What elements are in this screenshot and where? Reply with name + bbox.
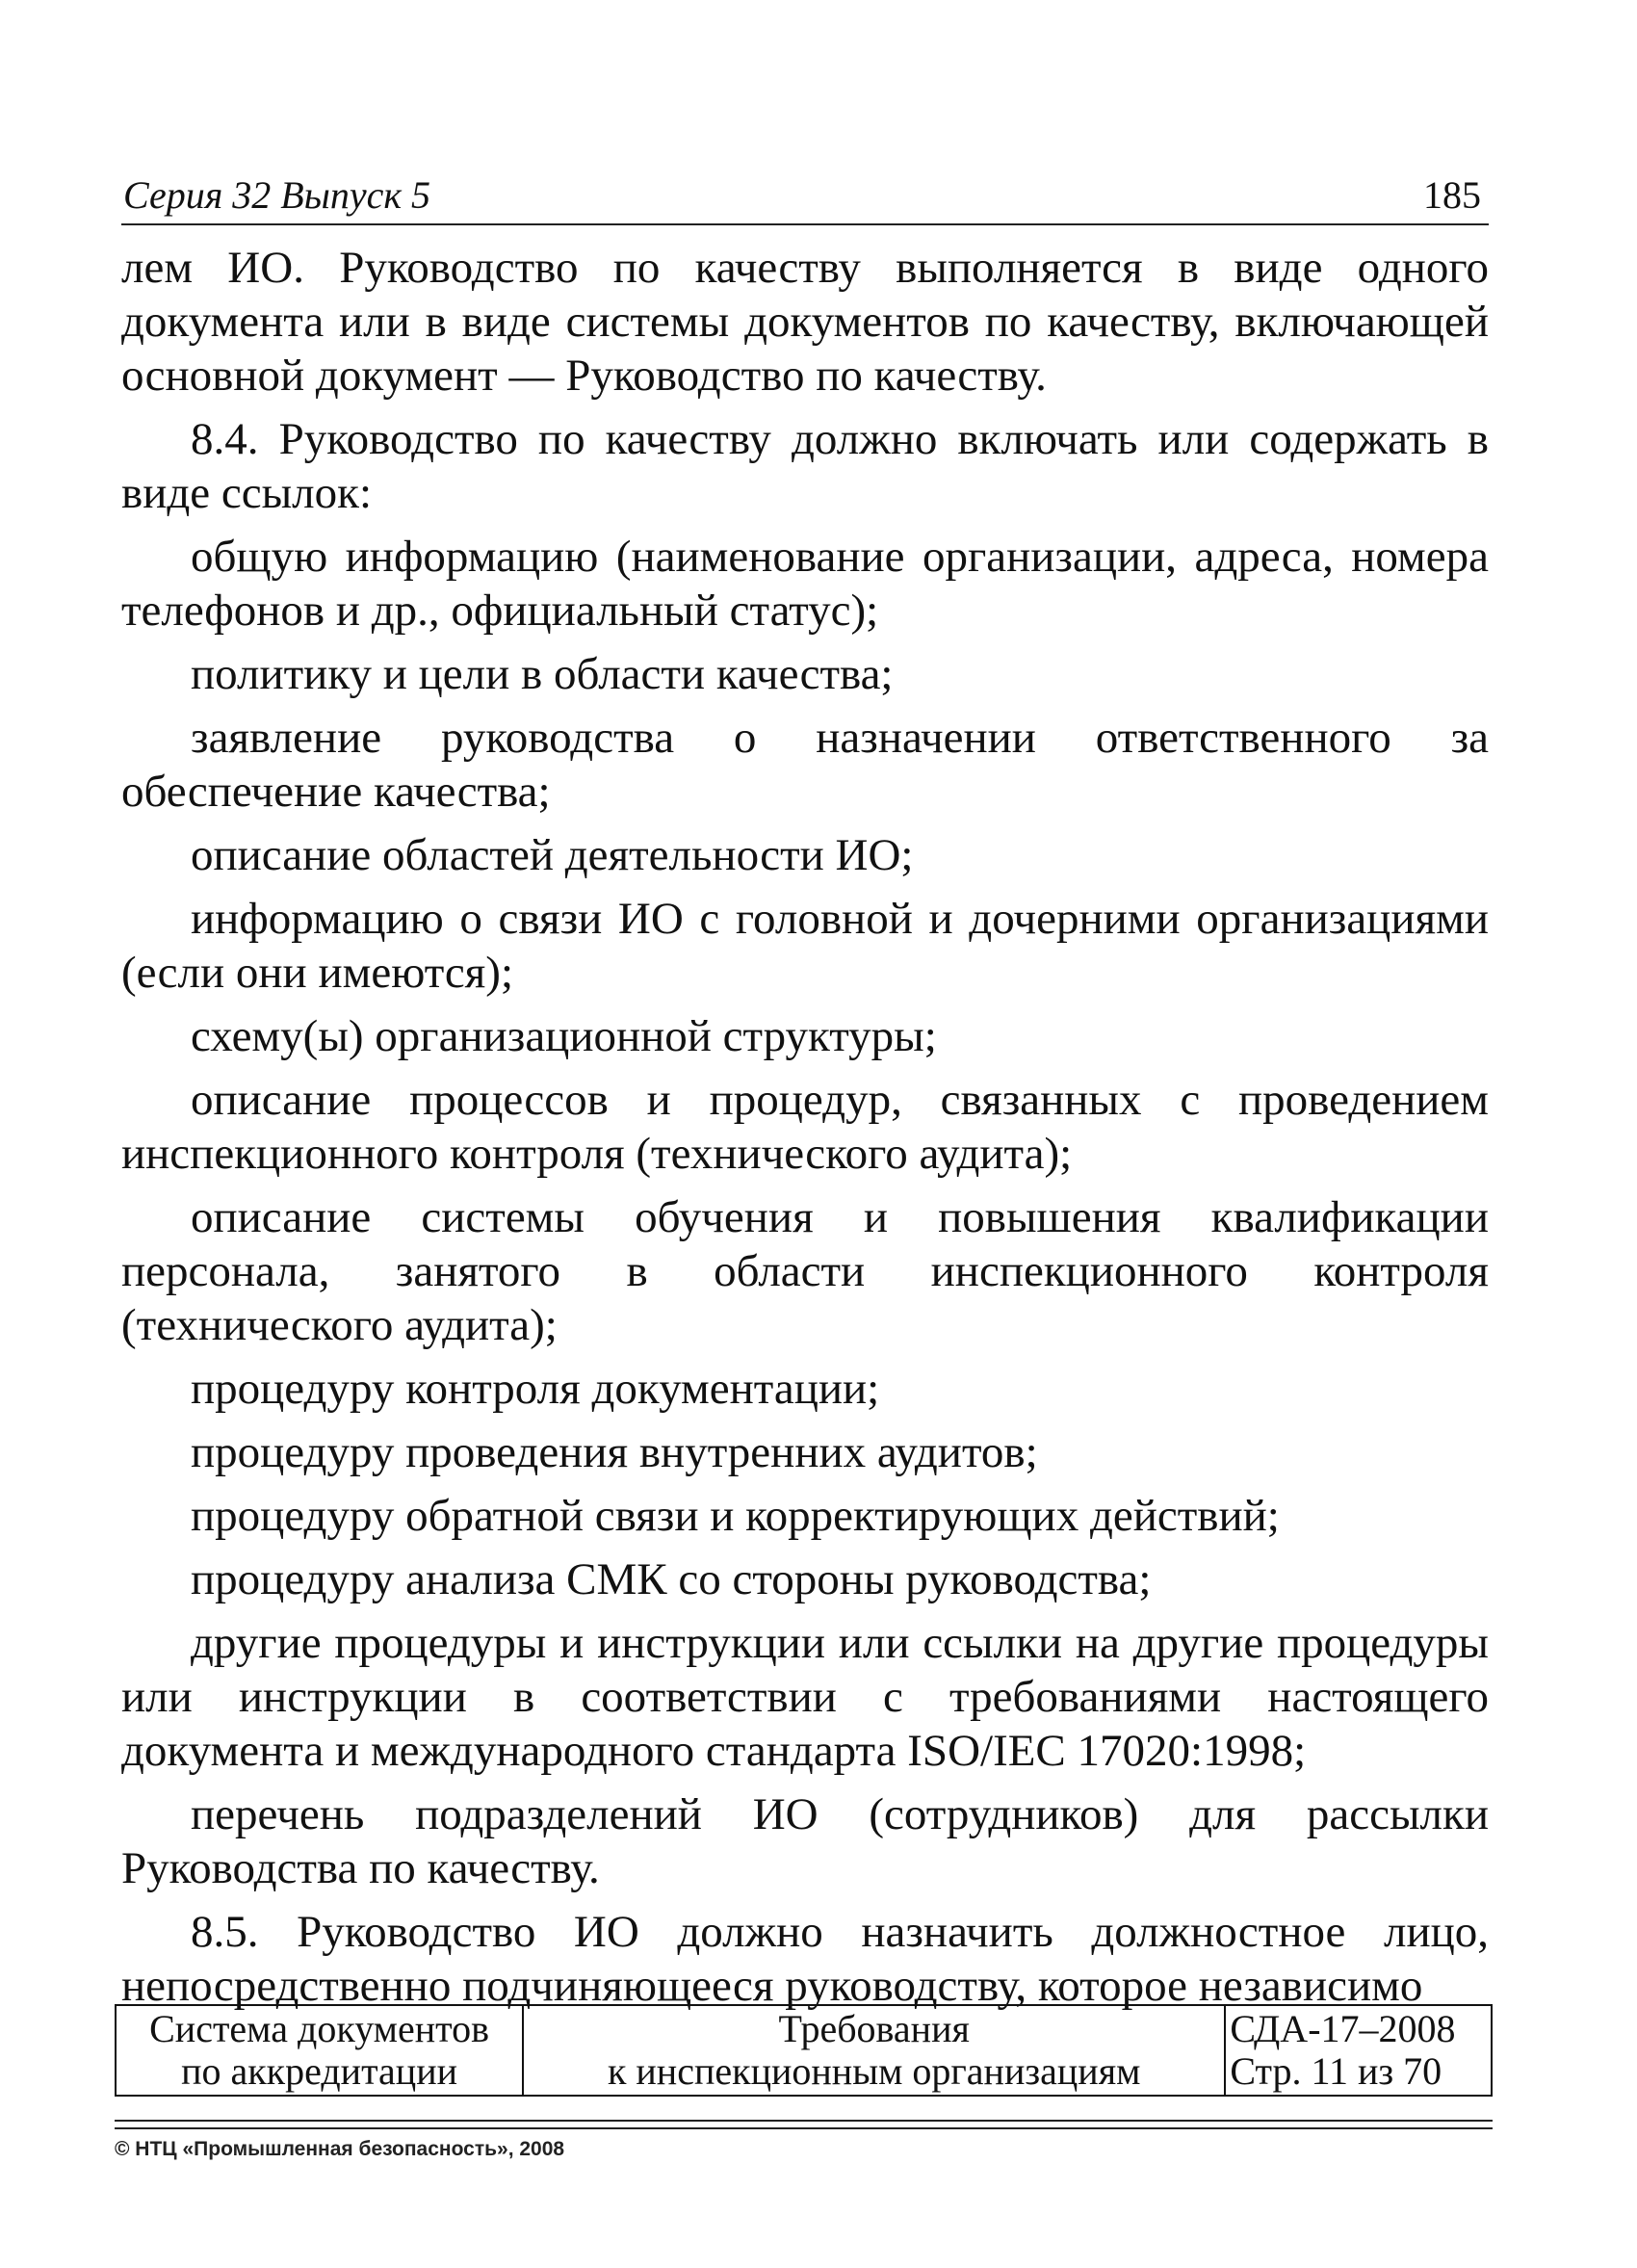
copyright-notice: © НТЦ «Промышленная безопасность», 2008 [115,2138,565,2160]
requirements-line1: Требования [778,2007,970,2050]
list-item: политику и цели в области качества; [191,649,894,699]
table-row [116,2005,1492,2096]
table-cell [116,2005,523,2096]
list-item: информацию о связи ИО с головной и дочерними организациями (если они имеются); [121,894,1489,998]
table-cell [1225,2005,1492,2096]
doc-code: СДА-17–2008 [1230,2007,1456,2050]
list-item: описание областей деятельности ИО; [191,830,914,880]
paragraph: лем ИО. Руководство по качеству выполняется в виде одного документа или в виде системы документов по качеству, включающей основной документ — Руководство по качеству. [121,243,1489,401]
table-cell [523,2005,1225,2096]
list-item: общую информацию (наименование организации, адреса, номера телефонов и др., официальный статус); [121,532,1489,636]
footer-divider [115,2120,1493,2129]
list-item: описание системы обучения и повышения квалификации персонала, занятого в области инспекционного контроля (технического аудита); [121,1192,1489,1350]
page-header [121,162,1489,225]
list-item: перечень подразделений ИО (сотрудников) для рассылки Руководства по качеству. [121,1789,1489,1893]
list-item: описание процессов и процедур, связанных с проведением инспекционного контроля (технического аудита); [121,1075,1489,1179]
requirements-line2: к инспекционным организациям [607,2049,1141,2093]
page-number: 185 [1423,173,1481,217]
list-item: другие процедуры и инструкции или ссылки на другие процедуры или инструкции в соответствии с требованиями настоящего документа и международного стандарта ISO/IEC 17020:1998; [121,1618,1489,1776]
list-item: схему(ы) организационной структуры; [191,1011,937,1061]
list-item: процедуру проведения внутренних аудитов; [191,1427,1038,1477]
list-item: процедуру анализа СМК со стороны руководства; [191,1554,1152,1604]
list-item: процедуру обратной связи и корректирующих действий; [191,1491,1280,1541]
document-footer-table [115,2004,1493,2097]
list-item: заявление руководства о назначении ответственного за обеспечение качества; [121,713,1489,817]
doc-system-line2: по аккредитации [181,2049,458,2093]
doc-system-line1: Система документов [149,2007,489,2050]
page-of-total: Стр. 11 из 70 [1230,2049,1442,2093]
list-item: процедуру контроля документации; [191,1364,880,1414]
paragraph: 8.5. Руководство ИО должно назначить должностное лицо, непосредственно подчиняющееся руководству, которое независимо [121,1907,1489,2011]
paragraph: 8.4. Руководство по качеству должно включать или содержать в виде ссылок: [121,414,1489,518]
series-title: Серия 32 Выпуск 5 [123,173,431,217]
document-body [121,241,1489,2022]
